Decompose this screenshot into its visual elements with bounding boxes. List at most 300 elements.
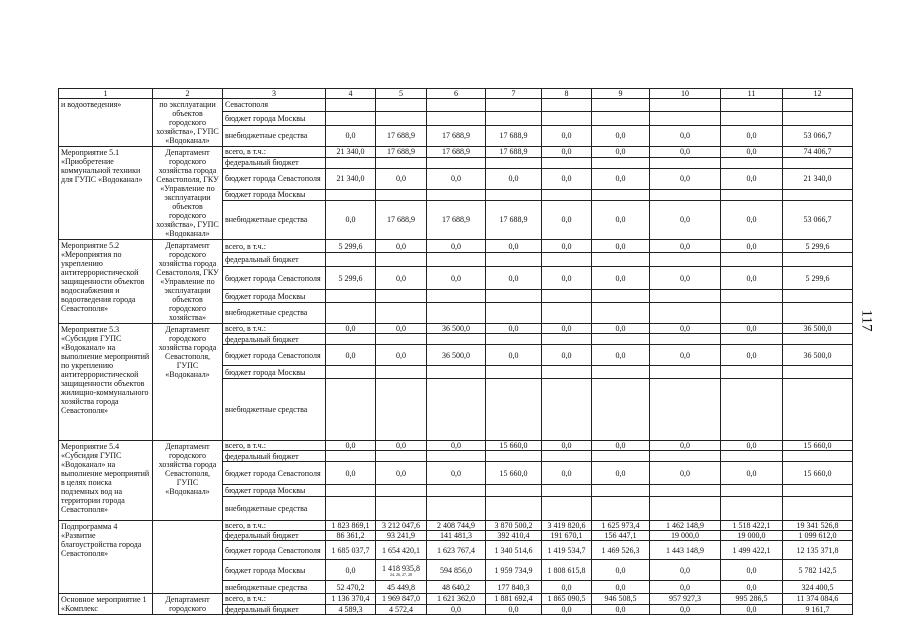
amount-cell <box>650 99 721 112</box>
amount-cell: 74 406,7 <box>783 147 853 158</box>
funding-source: федеральный бюджет <box>223 253 326 266</box>
page-number: 117 <box>858 309 875 332</box>
amount-cell: 19 000,0 <box>721 531 783 541</box>
amount-cell: 0,0 <box>721 441 783 451</box>
amount-cell <box>592 290 650 302</box>
amount-cell <box>721 290 783 302</box>
amount-cell <box>783 111 853 125</box>
amount-cell: 86 361,2 <box>326 531 376 541</box>
amount-cell: 0,0 <box>721 168 783 189</box>
amount-cell: 0,0 <box>542 324 592 334</box>
amount-cell <box>486 111 542 125</box>
m51-row <box>59 147 853 158</box>
amount-cell <box>542 157 592 168</box>
amount-cell: 1 959 734,9 <box>486 560 542 581</box>
amount-cell: 0,0 <box>721 240 783 253</box>
measure-name: и водоотведения» <box>59 99 153 147</box>
amount-cell <box>326 290 376 302</box>
amount-cell: 0,0 <box>592 581 650 594</box>
funding-source: всего, в т.ч.: <box>223 521 326 531</box>
amount-cell <box>326 366 376 379</box>
amount-cell <box>592 334 650 345</box>
amount-cell: 3 870 500,2 <box>486 521 542 531</box>
amount-cell: 17 688,9 <box>376 125 427 146</box>
column-number: 10 <box>650 89 721 99</box>
amount-cell <box>376 497 427 521</box>
amount-cell: 17 688,9 <box>486 200 542 239</box>
amount-cell: 1 518 422,1 <box>721 521 783 531</box>
amount-cell: 2 408 744,9 <box>427 521 486 531</box>
amount-cell: 0,0 <box>721 581 783 594</box>
funding-source: бюджет города Москвы <box>223 560 326 581</box>
amount-cell <box>486 157 542 168</box>
amount-cell <box>486 366 542 379</box>
amount-cell: 15 660,0 <box>783 462 853 485</box>
amount-cell <box>783 157 853 168</box>
amount-cell: 0,0 <box>542 147 592 158</box>
funding-source: федеральный бюджет <box>223 604 326 615</box>
amount-cell: 0,0 <box>650 441 721 451</box>
amount-cell <box>721 334 783 345</box>
funding-source: бюджет города Севастополя <box>223 345 326 366</box>
amount-cell: 5 782 142,5 <box>783 560 853 581</box>
amount-cell <box>376 451 427 462</box>
amount-cell: 17 688,9 <box>427 200 486 239</box>
column-number: 7 <box>486 89 542 99</box>
amount-cell: 93 241,9 <box>376 531 427 541</box>
amount-cell: 36 500,0 <box>783 324 853 334</box>
amount-cell: 0,0 <box>326 345 376 366</box>
amount-cell: 0,0 <box>542 462 592 485</box>
amount-cell: 11 374 084,6 <box>783 594 853 605</box>
amount-cell <box>376 253 427 266</box>
amount-cell: 0,0 <box>486 168 542 189</box>
amount-cell: 45 449,8 <box>376 581 427 594</box>
amount-cell <box>427 99 486 112</box>
amount-cell: 946 508,5 <box>592 594 650 605</box>
measure-name: Мероприятие 5.1 «Приобретение коммунальной техники для ГУПС «Водоканал» <box>59 147 153 240</box>
amount-cell: 0,0 <box>650 604 721 615</box>
amount-cell: 0,0 <box>427 266 486 290</box>
amount-cell <box>721 99 783 112</box>
amount-cell: 0,0 <box>721 324 783 334</box>
amount-cell <box>486 302 542 323</box>
executor: Департамент городского хозяйства города Севастополя, ГУПС «Водоканал» <box>153 324 223 441</box>
funding-source: всего, в т.ч.: <box>223 594 326 605</box>
amount-cell: 17 688,9 <box>376 147 427 158</box>
amount-cell: 0,0 <box>376 266 427 290</box>
amount-cell: 0,0 <box>326 462 376 485</box>
executor: Департамент городского хозяйства города Севастополя, ГУПС «Водоканал» <box>153 441 223 521</box>
amount-cell: 0,0 <box>592 240 650 253</box>
amount-cell: 0,0 <box>650 560 721 581</box>
amount-cell: 0,0 <box>721 345 783 366</box>
amount-cell: 957 927,3 <box>650 594 721 605</box>
amount-cell: 0,0 <box>721 200 783 239</box>
amount-cell: 0,0 <box>592 560 650 581</box>
amount-cell <box>542 451 592 462</box>
amount-cell: 3 212 047,6 <box>376 521 427 531</box>
amount-cell: 1 462 148,9 <box>650 521 721 531</box>
amount-cell <box>486 290 542 302</box>
funding-source: бюджет города Москвы <box>223 485 326 497</box>
column-number: 9 <box>592 89 650 99</box>
amount-cell: 0,0 <box>542 168 592 189</box>
amount-cell <box>542 111 592 125</box>
amount-cell <box>326 157 376 168</box>
amount-cell: 15 660,0 <box>486 441 542 451</box>
funding-source: внебюджетные средства <box>223 581 326 594</box>
amount-cell <box>427 189 486 200</box>
amount-cell: 0,0 <box>650 345 721 366</box>
amount-cell: 0,0 <box>592 168 650 189</box>
amount-cell <box>542 485 592 497</box>
amount-cell <box>427 379 486 441</box>
amount-cell: 17 688,9 <box>486 147 542 158</box>
amount-cell: 0,0 <box>376 462 427 485</box>
amount-cell <box>721 497 783 521</box>
funding-source: бюджет города Севастополя <box>223 541 326 560</box>
amount-cell <box>650 189 721 200</box>
amount-cell: 0,0 <box>592 462 650 485</box>
amount-cell: 5 299,6 <box>783 266 853 290</box>
amount-cell <box>326 451 376 462</box>
amount-cell: 0,0 <box>326 560 376 581</box>
amount-cell <box>721 302 783 323</box>
p4-row <box>59 521 853 531</box>
amount-cell <box>376 485 427 497</box>
funding-source: федеральный бюджет <box>223 531 326 541</box>
amount-cell: 0,0 <box>542 266 592 290</box>
amount-cell: 19 341 526,8 <box>783 521 853 531</box>
amount-cell: 4 572,4 <box>376 604 427 615</box>
amount-cell: 0,0 <box>376 441 427 451</box>
amount-cell: 1 969 847,0 <box>376 594 427 605</box>
amount-cell <box>542 334 592 345</box>
amount-cell: 21 340,0 <box>326 168 376 189</box>
amount-cell <box>592 111 650 125</box>
funding-source: федеральный бюджет <box>223 451 326 462</box>
amount-cell <box>783 99 853 112</box>
executor <box>153 521 223 594</box>
amount-cell <box>542 99 592 112</box>
amount-cell <box>721 451 783 462</box>
amount-cell: 0,0 <box>721 266 783 290</box>
amount-cell: 0,0 <box>486 345 542 366</box>
amount-cell <box>650 290 721 302</box>
amount-cell: 1 499 422,1 <box>721 541 783 560</box>
amount-cell: 36 500,0 <box>427 345 486 366</box>
amount-cell: 0,0 <box>486 324 542 334</box>
measure-name: Основное мероприятие 1 «Комплекс <box>59 594 153 615</box>
column-number: 4 <box>326 89 376 99</box>
m53-row <box>59 324 853 334</box>
amount-cell: 0,0 <box>721 125 783 146</box>
funding-source: бюджет города Севастополя <box>223 168 326 189</box>
amount-cell: 5 299,6 <box>326 266 376 290</box>
amount-cell <box>376 111 427 125</box>
amount-cell: 324 400,5 <box>783 581 853 594</box>
amount-cell <box>783 253 853 266</box>
amount-cell: 1 625 973,4 <box>592 521 650 531</box>
amount-cell <box>783 334 853 345</box>
amount-cell: 17 688,9 <box>486 125 542 146</box>
amount-cell: 0,0 <box>721 560 783 581</box>
amount-cell <box>650 366 721 379</box>
footnote-marks: 24, 26, 27, 28 <box>390 571 412 577</box>
amount-cell: 0,0 <box>650 168 721 189</box>
amount-cell: 1 419 534,7 <box>542 541 592 560</box>
amount-cell: 3 419 820,6 <box>542 521 592 531</box>
amount-cell: 0,0 <box>650 581 721 594</box>
amount-cell <box>721 379 783 441</box>
amount-cell: 141 481,3 <box>427 531 486 541</box>
amount-cell: 0,0 <box>376 345 427 366</box>
executor: Департамент городского хозяйства города Севастополя, ГКУ «Управление по эксплуатации объектов городского хозяйства» <box>153 240 223 324</box>
amount-cell <box>542 253 592 266</box>
funding-source: бюджет города Севастополя <box>223 462 326 485</box>
measure-name: Мероприятие 5.2 «Мероприятия по укреплению антитеррористической защищенности объектов водоснабжения и водоотведения города Севастополя» <box>59 240 153 324</box>
amount-cell <box>592 253 650 266</box>
amount-cell <box>427 497 486 521</box>
amount-cell <box>542 290 592 302</box>
amount-cell <box>486 253 542 266</box>
amount-cell <box>721 111 783 125</box>
amount-cell: 0,0 <box>326 200 376 239</box>
amount-cell: 1 099 612,0 <box>783 531 853 541</box>
amount-cell: 36 500,0 <box>427 324 486 334</box>
amount-cell <box>592 302 650 323</box>
amount-cell <box>721 157 783 168</box>
amount-cell: 0,0 <box>650 200 721 239</box>
amount-cell <box>376 290 427 302</box>
amount-cell <box>592 497 650 521</box>
amount-cell: 156 447,1 <box>592 531 650 541</box>
amount-cell: 594 856,0 <box>427 560 486 581</box>
amount-cell <box>376 379 427 441</box>
amount-cell: 1 823 869,1 <box>326 521 376 531</box>
amount-cell: 0,0 <box>650 147 721 158</box>
amount-cell: 9 161,7 <box>783 604 853 615</box>
amount-cell: 995 286,5 <box>721 594 783 605</box>
amount-cell: 1 685 037,7 <box>326 541 376 560</box>
amount-cell: 0,0 <box>542 604 592 615</box>
funding-source: Севастополя <box>223 99 326 112</box>
amount-cell <box>427 366 486 379</box>
amount-cell: 0,0 <box>650 324 721 334</box>
om-row <box>59 594 853 605</box>
amount-cell: 0,0 <box>650 462 721 485</box>
amount-cell: 0,0 <box>326 324 376 334</box>
amount-cell <box>721 485 783 497</box>
executor: по эксплуатации объектов городского хозяйства», ГУПС «Водоканал» <box>153 99 223 147</box>
amount-cell: 0,0 <box>427 240 486 253</box>
amount-cell <box>326 189 376 200</box>
amount-cell <box>542 189 592 200</box>
amount-cell <box>427 157 486 168</box>
amount-cell: 0,0 <box>542 125 592 146</box>
amount-cell <box>783 451 853 462</box>
funding-source: внебюджетные средства <box>223 200 326 239</box>
amount-cell <box>376 302 427 323</box>
funding-source: бюджет города Москвы <box>223 189 326 200</box>
amount-cell <box>783 379 853 441</box>
amount-cell <box>592 366 650 379</box>
amount-cell <box>721 189 783 200</box>
amount-cell: 19 000,0 <box>650 531 721 541</box>
amount-cell: 0,0 <box>650 240 721 253</box>
amount-cell <box>486 497 542 521</box>
amount-cell <box>326 485 376 497</box>
funding-source: внебюджетные средства <box>223 497 326 521</box>
amount-cell: 177 840,3 <box>486 581 542 594</box>
amount-cell: 0,0 <box>592 604 650 615</box>
executor: Департамент городского хозяйства города Севастополя, ГКУ «Управление по эксплуатации объектов городского хозяйства», ГУПС «Водоканал» <box>153 147 223 240</box>
amount-cell <box>326 497 376 521</box>
measure-name: Мероприятие 5.4 «Субсидия ГУПС «Водоканал» на выполнение мероприятий в целях поиска подземных вод на территории города Севастополя» <box>59 441 153 521</box>
m52-row <box>59 240 853 253</box>
funding-source: всего, в т.ч.: <box>223 240 326 253</box>
column-number: 5 <box>376 89 427 99</box>
amount-cell <box>486 379 542 441</box>
amount-cell: 1 443 148,9 <box>650 541 721 560</box>
amount-cell: 17 688,9 <box>376 200 427 239</box>
amount-cell: 0,0 <box>427 441 486 451</box>
amount-cell: 0,0 <box>326 125 376 146</box>
amount-cell: 0,0 <box>721 462 783 485</box>
funding-source: бюджет города Москвы <box>223 290 326 302</box>
amount-cell <box>326 99 376 112</box>
amount-cell <box>650 111 721 125</box>
measure-name: Мероприятие 5.3 «Субсидия ГУПС «Водоканал» на выполнение мероприятий по укреплению антитеррористической защищенности объектов жилищно-коммунального хозяйства города Севастополя» <box>59 324 153 441</box>
amount-cell: 0,0 <box>542 345 592 366</box>
funding-source: бюджет города Севастополя <box>223 266 326 290</box>
amount-cell: 1 808 615,8 <box>542 560 592 581</box>
amount-cell: 36 500,0 <box>783 345 853 366</box>
amount-cell <box>650 253 721 266</box>
amount-cell <box>650 497 721 521</box>
column-number: 3 <box>223 89 326 99</box>
amount-cell <box>721 366 783 379</box>
amount-cell <box>542 497 592 521</box>
amount-cell: 0,0 <box>542 240 592 253</box>
amount-cell: 1 340 514,6 <box>486 541 542 560</box>
amount-cell: 0,0 <box>592 147 650 158</box>
amount-cell: 0,0 <box>376 168 427 189</box>
amount-cell: 0,0 <box>592 324 650 334</box>
amount-cell <box>326 111 376 125</box>
amount-cell <box>783 290 853 302</box>
amount-cell <box>427 290 486 302</box>
amount-cell <box>427 253 486 266</box>
amount-cell <box>592 451 650 462</box>
amount-cell: 0,0 <box>592 125 650 146</box>
amount-cell: 0,0 <box>650 266 721 290</box>
amount-cell: 0,0 <box>721 604 783 615</box>
funding-source: всего, в т.ч.: <box>223 147 326 158</box>
amount-cell: 1 881 692,4 <box>486 594 542 605</box>
amount-cell <box>592 157 650 168</box>
column-number: 11 <box>721 89 783 99</box>
amount-cell: 12 135 371,8 <box>783 541 853 560</box>
amount-cell <box>592 189 650 200</box>
column-number: 6 <box>427 89 486 99</box>
amount-cell: 392 410,4 <box>486 531 542 541</box>
amount-cell: 5 299,6 <box>326 240 376 253</box>
amount-cell: 0,0 <box>486 604 542 615</box>
amount-cell: 0,0 <box>592 345 650 366</box>
amount-cell <box>592 379 650 441</box>
amount-cell: 15 660,0 <box>486 462 542 485</box>
amount-cell: 0,0 <box>542 200 592 239</box>
amount-cell <box>326 334 376 345</box>
amount-cell: 0,0 <box>427 604 486 615</box>
amount-cell: 0,0 <box>542 441 592 451</box>
column-number-row <box>59 89 853 99</box>
funding-source: федеральный бюджет <box>223 157 326 168</box>
amount-cell <box>486 485 542 497</box>
amount-cell <box>542 379 592 441</box>
amount-cell: 0,0 <box>326 441 376 451</box>
amount-cell <box>486 99 542 112</box>
amount-cell: 0,0 <box>486 266 542 290</box>
amount-cell <box>326 379 376 441</box>
amount-cell: 52 470,2 <box>326 581 376 594</box>
amount-cell <box>783 485 853 497</box>
amount-cell <box>650 302 721 323</box>
amount-cell <box>427 111 486 125</box>
amount-cell <box>783 366 853 379</box>
amount-cell <box>783 302 853 323</box>
amount-cell: 4 589,3 <box>326 604 376 615</box>
funding-source: всего, в т.ч.: <box>223 324 326 334</box>
amount-cell <box>427 451 486 462</box>
amount-cell: 0,0 <box>542 581 592 594</box>
amount-cell <box>486 334 542 345</box>
amount-cell: 0,0 <box>721 147 783 158</box>
funding-source: внебюджетные средства <box>223 379 326 441</box>
amount-cell <box>650 379 721 441</box>
amount-cell <box>376 189 427 200</box>
amount-cell: 5 299,6 <box>783 240 853 253</box>
executor: Департамент городского <box>153 594 223 615</box>
amount-cell <box>592 99 650 112</box>
amount-cell: 0,0 <box>592 200 650 239</box>
column-number: 1 <box>59 89 153 99</box>
amount-cell: 0,0 <box>376 240 427 253</box>
funding-source: бюджет города Москвы <box>223 111 326 125</box>
funding-source: внебюджетные средства <box>223 302 326 323</box>
amount-cell <box>650 157 721 168</box>
amount-cell: 21 340,0 <box>326 147 376 158</box>
amount-cell <box>486 189 542 200</box>
amount-cell <box>376 334 427 345</box>
amount-cell <box>650 485 721 497</box>
amount-cell <box>427 485 486 497</box>
budget-table <box>58 88 853 615</box>
amount-cell: 0,0 <box>592 441 650 451</box>
amount-cell: 1 654 420,1 <box>376 541 427 560</box>
amount-cell <box>650 451 721 462</box>
amount-cell <box>376 99 427 112</box>
amount-cell: 0,0 <box>427 168 486 189</box>
column-number: 12 <box>783 89 853 99</box>
amount-cell: 191 670,1 <box>542 531 592 541</box>
amount-cell: 1 469 526,3 <box>592 541 650 560</box>
amount-cell <box>376 157 427 168</box>
column-number: 2 <box>153 89 223 99</box>
amount-cell <box>542 366 592 379</box>
